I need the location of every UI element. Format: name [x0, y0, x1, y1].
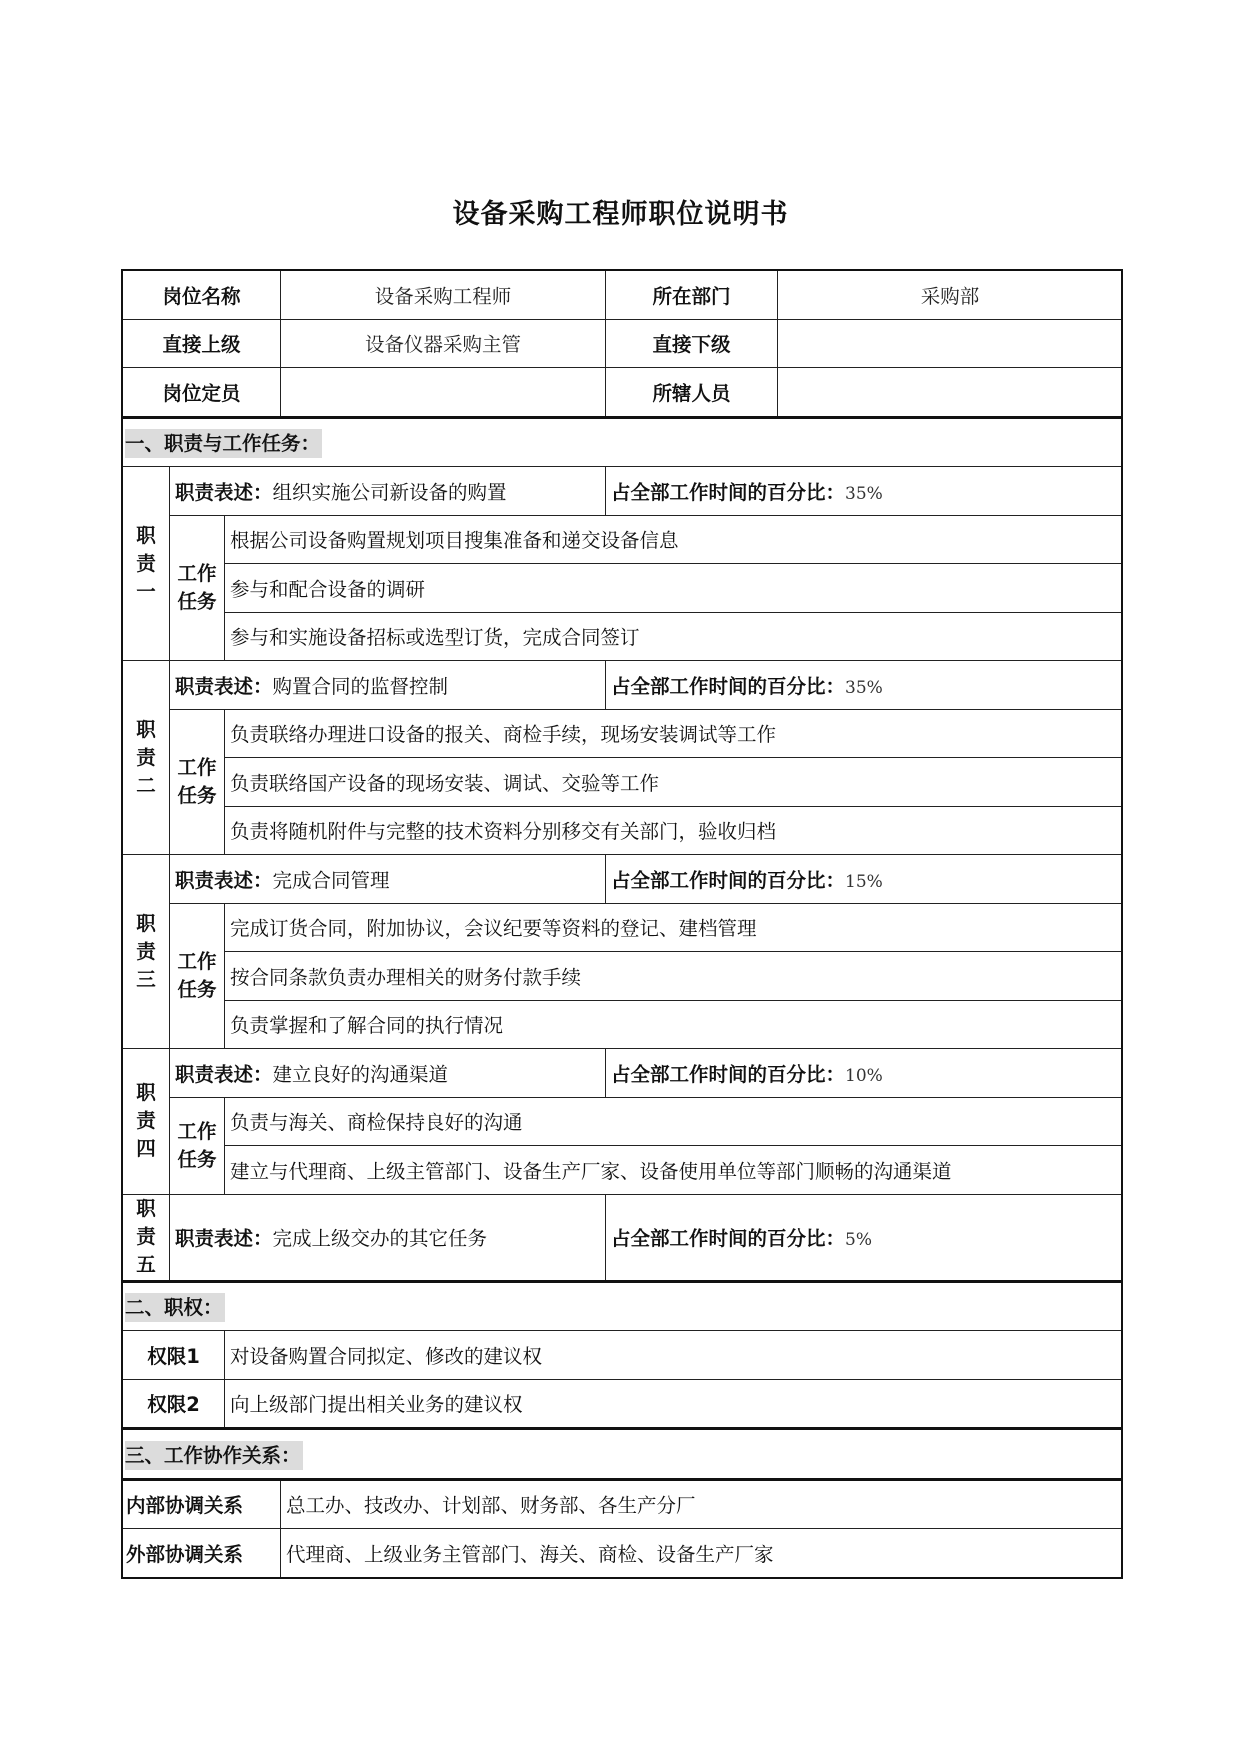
authority-2-text: 向上级部门提出相关业务的建议权: [225, 1379, 1123, 1429]
desc-label: 职责表述：: [175, 1062, 273, 1086]
authority-row: [123, 1331, 1123, 1380]
task-row: [123, 709, 1123, 758]
duty-1-pct: 35%: [845, 483, 883, 504]
desc-label: 职责表述：: [175, 480, 273, 504]
duty-5-pct: 5%: [845, 1230, 873, 1250]
relation-internal-label: 内部协调关系: [123, 1479, 281, 1529]
duty-2-label: 职 责 二: [123, 661, 170, 855]
duty-2-task-2: 负责联络国产设备的现场安装、调试、交验等工作: [225, 758, 1123, 807]
label-direct-subordinate: 直接下级: [606, 319, 778, 368]
section-relations-title: 三、工作协作关系：: [125, 1441, 303, 1470]
task-row: [123, 1097, 1123, 1146]
duty-3-task-3: 负责掌握和了解合同的执行情况: [225, 1000, 1123, 1049]
relation-internal-text: 总工办、技改办、计划部、财务部、各生产分厂: [281, 1479, 1123, 1529]
label-staff-managed: 所辖人员: [606, 368, 778, 418]
value-direct-subordinate: [778, 319, 1123, 368]
duty-2-pct: 35%: [845, 677, 883, 698]
desc-label: 职责表述：: [175, 1227, 273, 1250]
section-authority-header: [123, 1281, 1123, 1331]
pct-label: 占全部工作时间的百分比：: [611, 480, 846, 504]
desc-label: 职责表述：: [175, 868, 273, 892]
task-label: 工作 任务: [170, 515, 225, 661]
section-duties-header: [123, 417, 1123, 467]
pct-label: 占全部工作时间的百分比：: [611, 674, 846, 698]
duty-3-desc: 完成合同管理: [272, 868, 390, 892]
info-row-2: [123, 319, 1123, 368]
label-department: 所在部门: [606, 271, 778, 320]
relation-external-label: 外部协调关系: [123, 1529, 281, 1578]
duty-1-task-1: 根据公司设备购置规划项目搜集准备和递交设备信息: [225, 515, 1123, 564]
duty-3-label: 职 责 三: [123, 855, 170, 1049]
duty-5-desc-row: [123, 1194, 1123, 1281]
label-position-name: 岗位名称: [123, 271, 281, 320]
value-department: 采购部: [778, 271, 1123, 320]
info-row-3: [123, 368, 1123, 418]
task-row: [123, 515, 1123, 564]
desc-label: 职责表述：: [175, 674, 273, 698]
relation-external-text: 代理商、上级业务主管部门、海关、商检、设备生产厂家: [281, 1529, 1123, 1578]
duty-1-label: 职 责 一: [123, 467, 170, 661]
relation-row: [123, 1479, 1123, 1529]
value-direct-superior: 设备仪器采购主管: [281, 319, 606, 368]
authority-2-label: 权限2: [123, 1379, 225, 1429]
task-row: [123, 758, 1123, 807]
task-label: 工作 任务: [170, 903, 225, 1049]
task-row: [123, 806, 1123, 855]
pct-label: 占全部工作时间的百分比：: [611, 868, 846, 892]
duty-1-task-3: 参与和实施设备招标或选型订货，完成合同签订: [225, 612, 1123, 661]
duty-4-task-1: 负责与海关、商检保持良好的沟通: [225, 1097, 1123, 1146]
authority-row: [123, 1379, 1123, 1429]
relation-row: [123, 1529, 1123, 1578]
duty-4-task-2: 建立与代理商、上级主管部门、设备生产厂家、设备使用单位等部门顺畅的沟通渠道: [225, 1146, 1123, 1195]
task-row: [123, 903, 1123, 952]
task-row: [123, 952, 1123, 1001]
duty-2-desc: 购置合同的监督控制: [272, 674, 449, 698]
label-direct-superior: 直接上级: [123, 319, 281, 368]
duty-4-desc-row: [123, 1049, 1123, 1098]
duty-3-pct: 15%: [845, 871, 883, 892]
duty-2-task-1: 负责联络办理进口设备的报关、商检手续，现场安装调试等工作: [225, 709, 1123, 758]
document-title: 设备采购工程师职位说明书: [452, 199, 789, 230]
authority-1-label: 权限1: [123, 1331, 225, 1380]
section-relations-header: [123, 1429, 1123, 1480]
duty-5-desc: 完成上级交办的其它任务: [272, 1227, 488, 1250]
section-duties-title: 一、职责与工作任务：: [125, 429, 322, 458]
info-row-1: [123, 271, 1123, 320]
duty-3-desc-row: [123, 855, 1123, 904]
value-position-name: 设备采购工程师: [281, 271, 606, 320]
pct-label: 占全部工作时间的百分比：: [611, 1227, 846, 1250]
task-row: [123, 1000, 1123, 1049]
pct-label: 占全部工作时间的百分比：: [611, 1062, 846, 1086]
duty-1-task-2: 参与和配合设备的调研: [225, 564, 1123, 613]
task-label: 工作 任务: [170, 1097, 225, 1194]
section-authority-title: 二、职权：: [125, 1293, 225, 1322]
job-description-table: [122, 270, 1123, 1578]
value-headcount: [281, 368, 606, 418]
duty-5-label: 职 责 五: [123, 1194, 170, 1281]
duty-4-desc: 建立良好的沟通渠道: [272, 1062, 449, 1086]
task-row: [123, 1146, 1123, 1195]
duty-4-label: 职 责 四: [123, 1049, 170, 1195]
task-row: [123, 564, 1123, 613]
duty-1-desc-row: [123, 467, 1123, 516]
duty-3-task-2: 按合同条款负责办理相关的财务付款手续: [225, 952, 1123, 1001]
duty-4-pct: 10%: [845, 1065, 883, 1086]
label-headcount: 岗位定员: [123, 368, 281, 418]
duty-2-task-3: 负责将随机附件与完整的技术资料分别移交有关部门，验收归档: [225, 806, 1123, 855]
duty-3-task-1: 完成订货合同，附加协议，会议纪要等资料的登记、建档管理: [225, 903, 1123, 952]
task-label: 工作 任务: [170, 709, 225, 855]
value-staff-managed: [778, 368, 1123, 418]
duty-1-desc: 组织实施公司新设备的购置: [272, 480, 507, 504]
task-row: [123, 612, 1123, 661]
duty-2-desc-row: [123, 661, 1123, 710]
authority-1-text: 对设备购置合同拟定、修改的建议权: [225, 1331, 1123, 1380]
